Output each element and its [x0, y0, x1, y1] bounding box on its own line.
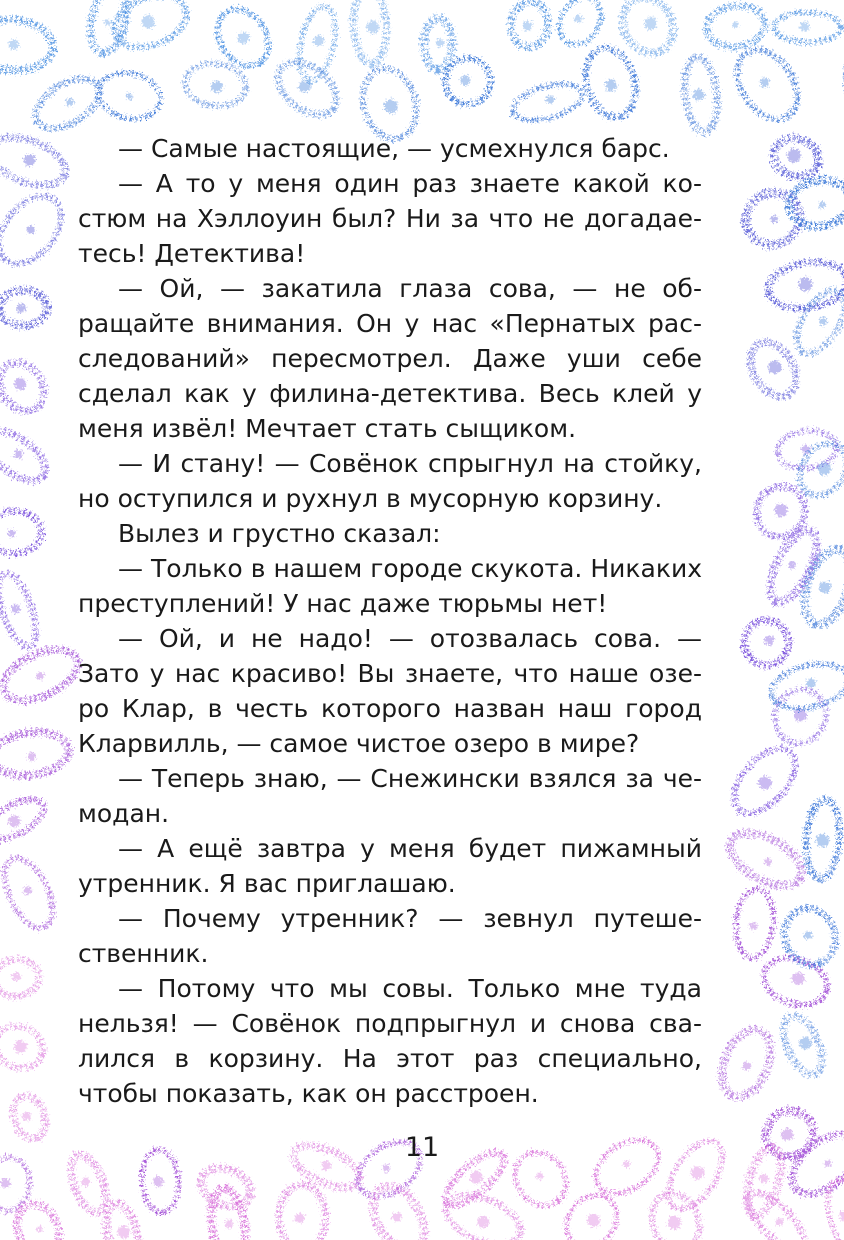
spot-dot [225, 1220, 234, 1229]
spot-ring [820, 1175, 844, 1240]
spot-dot [749, 922, 757, 930]
spot-dot [470, 1171, 483, 1184]
spot-dot [238, 32, 250, 44]
spot-ring [107, 0, 194, 57]
spot-dot [384, 99, 398, 113]
spot-dot [0, 1178, 10, 1188]
spot-ring [363, 1177, 435, 1240]
spot-dot [799, 277, 813, 291]
spot-dot [776, 1218, 784, 1226]
spot-dot [142, 15, 155, 28]
spot-dot [523, 21, 533, 31]
spot-dot [118, 1226, 131, 1239]
spot-dot [546, 95, 555, 104]
spot-dot [818, 462, 831, 475]
paragraph: — Потому что мы совы. Только мне туда нельзя! — Совёнок подпрыгнул и снова свалился в корзину. На этот раз специально, чтобы показать, как он расстроен. [78, 974, 702, 1108]
spot-dot [460, 75, 470, 85]
paragraph: Вылез и грустно сказал: [118, 519, 441, 548]
spot-dot [14, 1040, 27, 1053]
spot-dot [17, 304, 26, 313]
spot-dot [24, 154, 36, 166]
spot-dot [478, 1216, 489, 1227]
spot-ring [643, 1186, 707, 1240]
spot-dot [764, 636, 774, 646]
spot-dot [211, 81, 223, 93]
spot-ring [278, 1184, 327, 1240]
spot-dot [645, 17, 657, 29]
spot-dot [9, 39, 19, 49]
paragraph: — Ой, — закатила глаза сова, — не обращайте внимания. Он у нас «Пернатых расследований» пересмотрел. Даже уши себе сделал как у филина-детектива. Весь клей у меня извёл! Мечтает стать сыщиком. [78, 274, 702, 443]
spot-dot [36, 672, 44, 680]
spot-ring [0, 17, 55, 74]
spot-dot [313, 36, 324, 47]
spot-dot [383, 1164, 390, 1171]
spot-ring [0, 422, 54, 490]
spot-dot [804, 931, 812, 939]
spot-dot [104, 19, 110, 25]
spot-dot [82, 1177, 91, 1186]
spot-dot [536, 1172, 543, 1179]
paragraph: — Почему утренник? — зевнул путешественник. [78, 904, 702, 968]
spot-ring [85, 0, 131, 56]
spot-dot [819, 582, 831, 594]
spot-ring [0, 851, 62, 935]
spot-ring [767, 657, 844, 716]
spot-dot [14, 450, 23, 459]
spot-ring [207, 1186, 249, 1240]
spot-dot [8, 529, 16, 537]
paragraph: — Только в нашем городе скукота. Никаких преступлений! У нас даже тюрьмы нет! [78, 554, 702, 618]
spot-dot [788, 561, 796, 569]
spot-dot [22, 1112, 31, 1121]
spot-ring [0, 354, 53, 419]
spot-dot [153, 1176, 164, 1187]
spot-dot [295, 1213, 305, 1223]
story-text [78, 131, 702, 1111]
spot-dot [12, 972, 21, 981]
spot-dot [37, 1226, 43, 1232]
spot-ring [0, 185, 74, 276]
spot-dot [299, 81, 311, 93]
paragraph: — Ой, и не надо! — отозвалась сова. — Зато у нас красиво! Вы знаете, что наше озеро Клар, в честь которого назван наш город Кларвилль, — самое чистое озеро в мире? [78, 624, 702, 758]
paragraph: — А то у меня один раз знаете какой костюм на Хэллоуин был? Ни за что не догадаетесь! Детектива! [78, 169, 702, 268]
spot-ring [837, 49, 844, 127]
spot-dot [667, 1216, 681, 1230]
page-number: 11 [404, 1132, 440, 1163]
spot-dot [11, 604, 20, 613]
spot-ring [0, 791, 50, 847]
spot-dot [816, 834, 829, 847]
spot-dot [800, 22, 810, 32]
spot-dot [587, 1214, 600, 1227]
spot-dot [760, 78, 769, 87]
spot-dot [693, 89, 704, 100]
spot-dot [799, 1037, 811, 1049]
paragraph: — И стану! — Совёнок спрыгнул на стойку, но оступился и рухнул в мусорную корзину. [78, 449, 702, 513]
spot-dot [24, 886, 32, 894]
spot-dot [27, 752, 36, 761]
spot-dot [732, 21, 738, 27]
spot-dot [819, 201, 826, 208]
spot-dot [770, 216, 777, 223]
spot-dot [819, 317, 827, 325]
spot-dot [759, 1174, 768, 1183]
spot-dot [436, 39, 444, 47]
spot-dot [768, 360, 781, 373]
spot-dot [392, 1212, 402, 1222]
spot-dot [742, 1062, 751, 1071]
spot-dot [126, 93, 133, 100]
spot-dot [14, 378, 26, 390]
spot-ring [0, 569, 43, 651]
spot-dot [787, 149, 801, 163]
spot-ring [439, 1185, 528, 1240]
spot-dot [691, 1166, 704, 1179]
spot-ring [551, 0, 610, 52]
spot-ring [786, 176, 844, 231]
spot-ring [0, 510, 42, 554]
spot-dot [66, 98, 74, 106]
paragraph: — А ещё завтра у меня будет пижамный утренник. Я вас приглашаю. [78, 834, 702, 898]
spot-dot [840, 1210, 844, 1222]
spot-dot [774, 504, 787, 517]
paragraph: — Самые настоящие, — усмехнулся барс. [118, 134, 670, 163]
spot-dot [367, 21, 380, 34]
spot-dot [8, 815, 20, 827]
spot-dot [806, 678, 816, 688]
spot-dot [605, 79, 617, 91]
spot-ring [613, 0, 683, 62]
spot-ring [0, 128, 72, 195]
spot-dot [764, 858, 772, 866]
spot-dot [574, 15, 582, 23]
spot-dot [758, 776, 771, 789]
spot-ring [0, 728, 71, 779]
paragraph: — Теперь знаю, — Снежински взялся за чемодан. [78, 764, 702, 828]
spot-dot [27, 225, 35, 233]
spot-dot [792, 972, 804, 984]
